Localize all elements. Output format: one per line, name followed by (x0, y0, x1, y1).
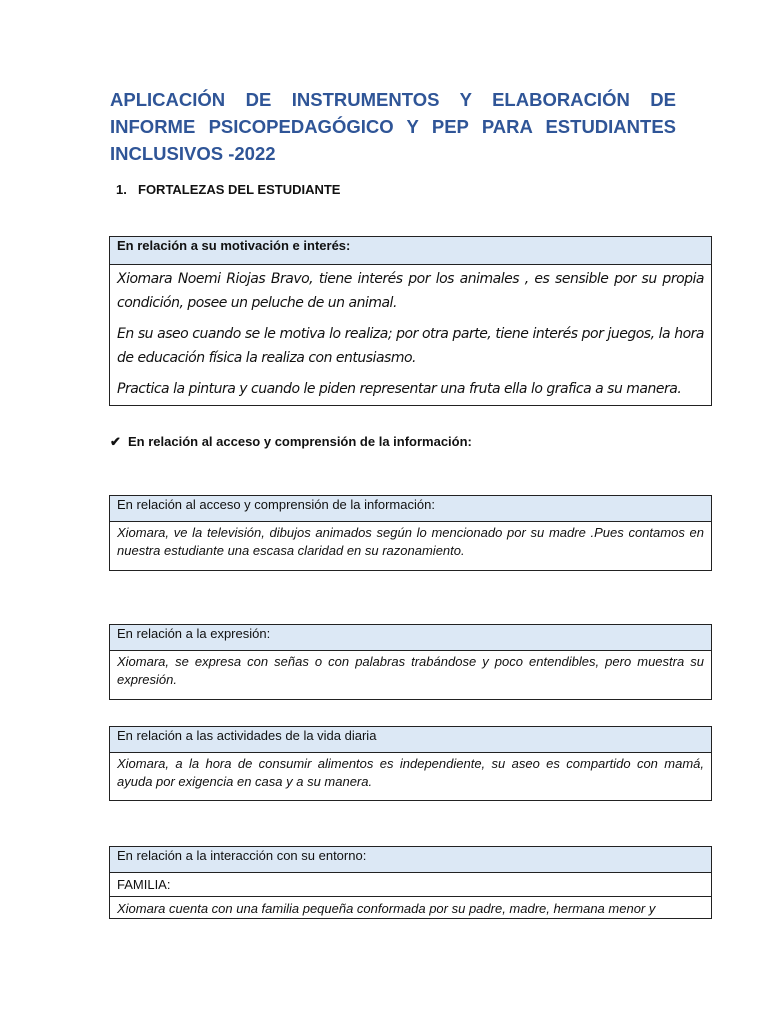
box-header: En relación a las actividades de la vida diaria (110, 727, 711, 753)
box-header: En relación a su motivación e interés: (110, 237, 711, 265)
motivation-box (109, 236, 712, 406)
check-heading (110, 434, 472, 450)
access-comprehension-box (109, 495, 712, 571)
box-body (110, 522, 711, 564)
check-heading-text: En relación al acceso y comprensión de la información: (128, 434, 472, 449)
section-title: FORTALEZAS DEL ESTUDIANTE (138, 182, 341, 197)
family-subheader: FAMILIA: (110, 875, 711, 897)
document-title: APLICACIÓN DE INSTRUMENTOS Y ELABORACIÓN DE INFORME PSICOPEDAGÓGICO Y PEP PARA ESTUDIANTES INCLUSIVOS -2022 (110, 89, 676, 164)
box-paragraph: Xiomara, se expresa con señas o con palabras trabándose y poco entendibles, pero muestra su expresión. (117, 654, 704, 687)
box-body (110, 265, 711, 405)
section-number: 1. (116, 182, 127, 197)
box-paragraph: Practica la pintura y cuando le piden representar una fruta ella lo grafica a su manera. (117, 381, 682, 397)
box-body (110, 753, 711, 795)
checkmark-icon: ✔ (110, 434, 121, 449)
section-heading (116, 182, 340, 197)
box-paragraph: En su aseo cuando se le motiva lo realiza; por otra parte, tiene interés por juegos, la hora de educación física la realiza con entusiasmo. (117, 326, 704, 366)
box-paragraph: Xiomara Noemi Riojas Bravo, tiene interés por los animales , es sensible por su propia condición, posee un peluche de un animal. (117, 271, 704, 311)
box-body (110, 873, 711, 922)
box-header: En relación al acceso y comprensión de la información: (110, 496, 711, 522)
environment-interaction-box (109, 846, 712, 919)
box-paragraph: Xiomara cuenta con una familia pequeña conformada por su padre, madre, hermana menor y (117, 901, 656, 916)
daily-activities-box (109, 726, 712, 801)
box-body (110, 651, 711, 693)
box-paragraph: Xiomara, ve la televisión, dibujos animados según lo mencionado por su madre .Pues contamos en nuestra estudiante una escasa claridad en su razonamiento. (117, 525, 704, 558)
box-header: En relación a la expresión: (110, 625, 711, 651)
box-paragraph: Xiomara, a la hora de consumir alimentos es independiente, su aseo es compartido con mamá, ayuda por exigencia en casa y a su manera. (117, 756, 704, 789)
box-header: En relación a la interacción con su entorno: (110, 847, 711, 873)
expression-box (109, 624, 712, 700)
